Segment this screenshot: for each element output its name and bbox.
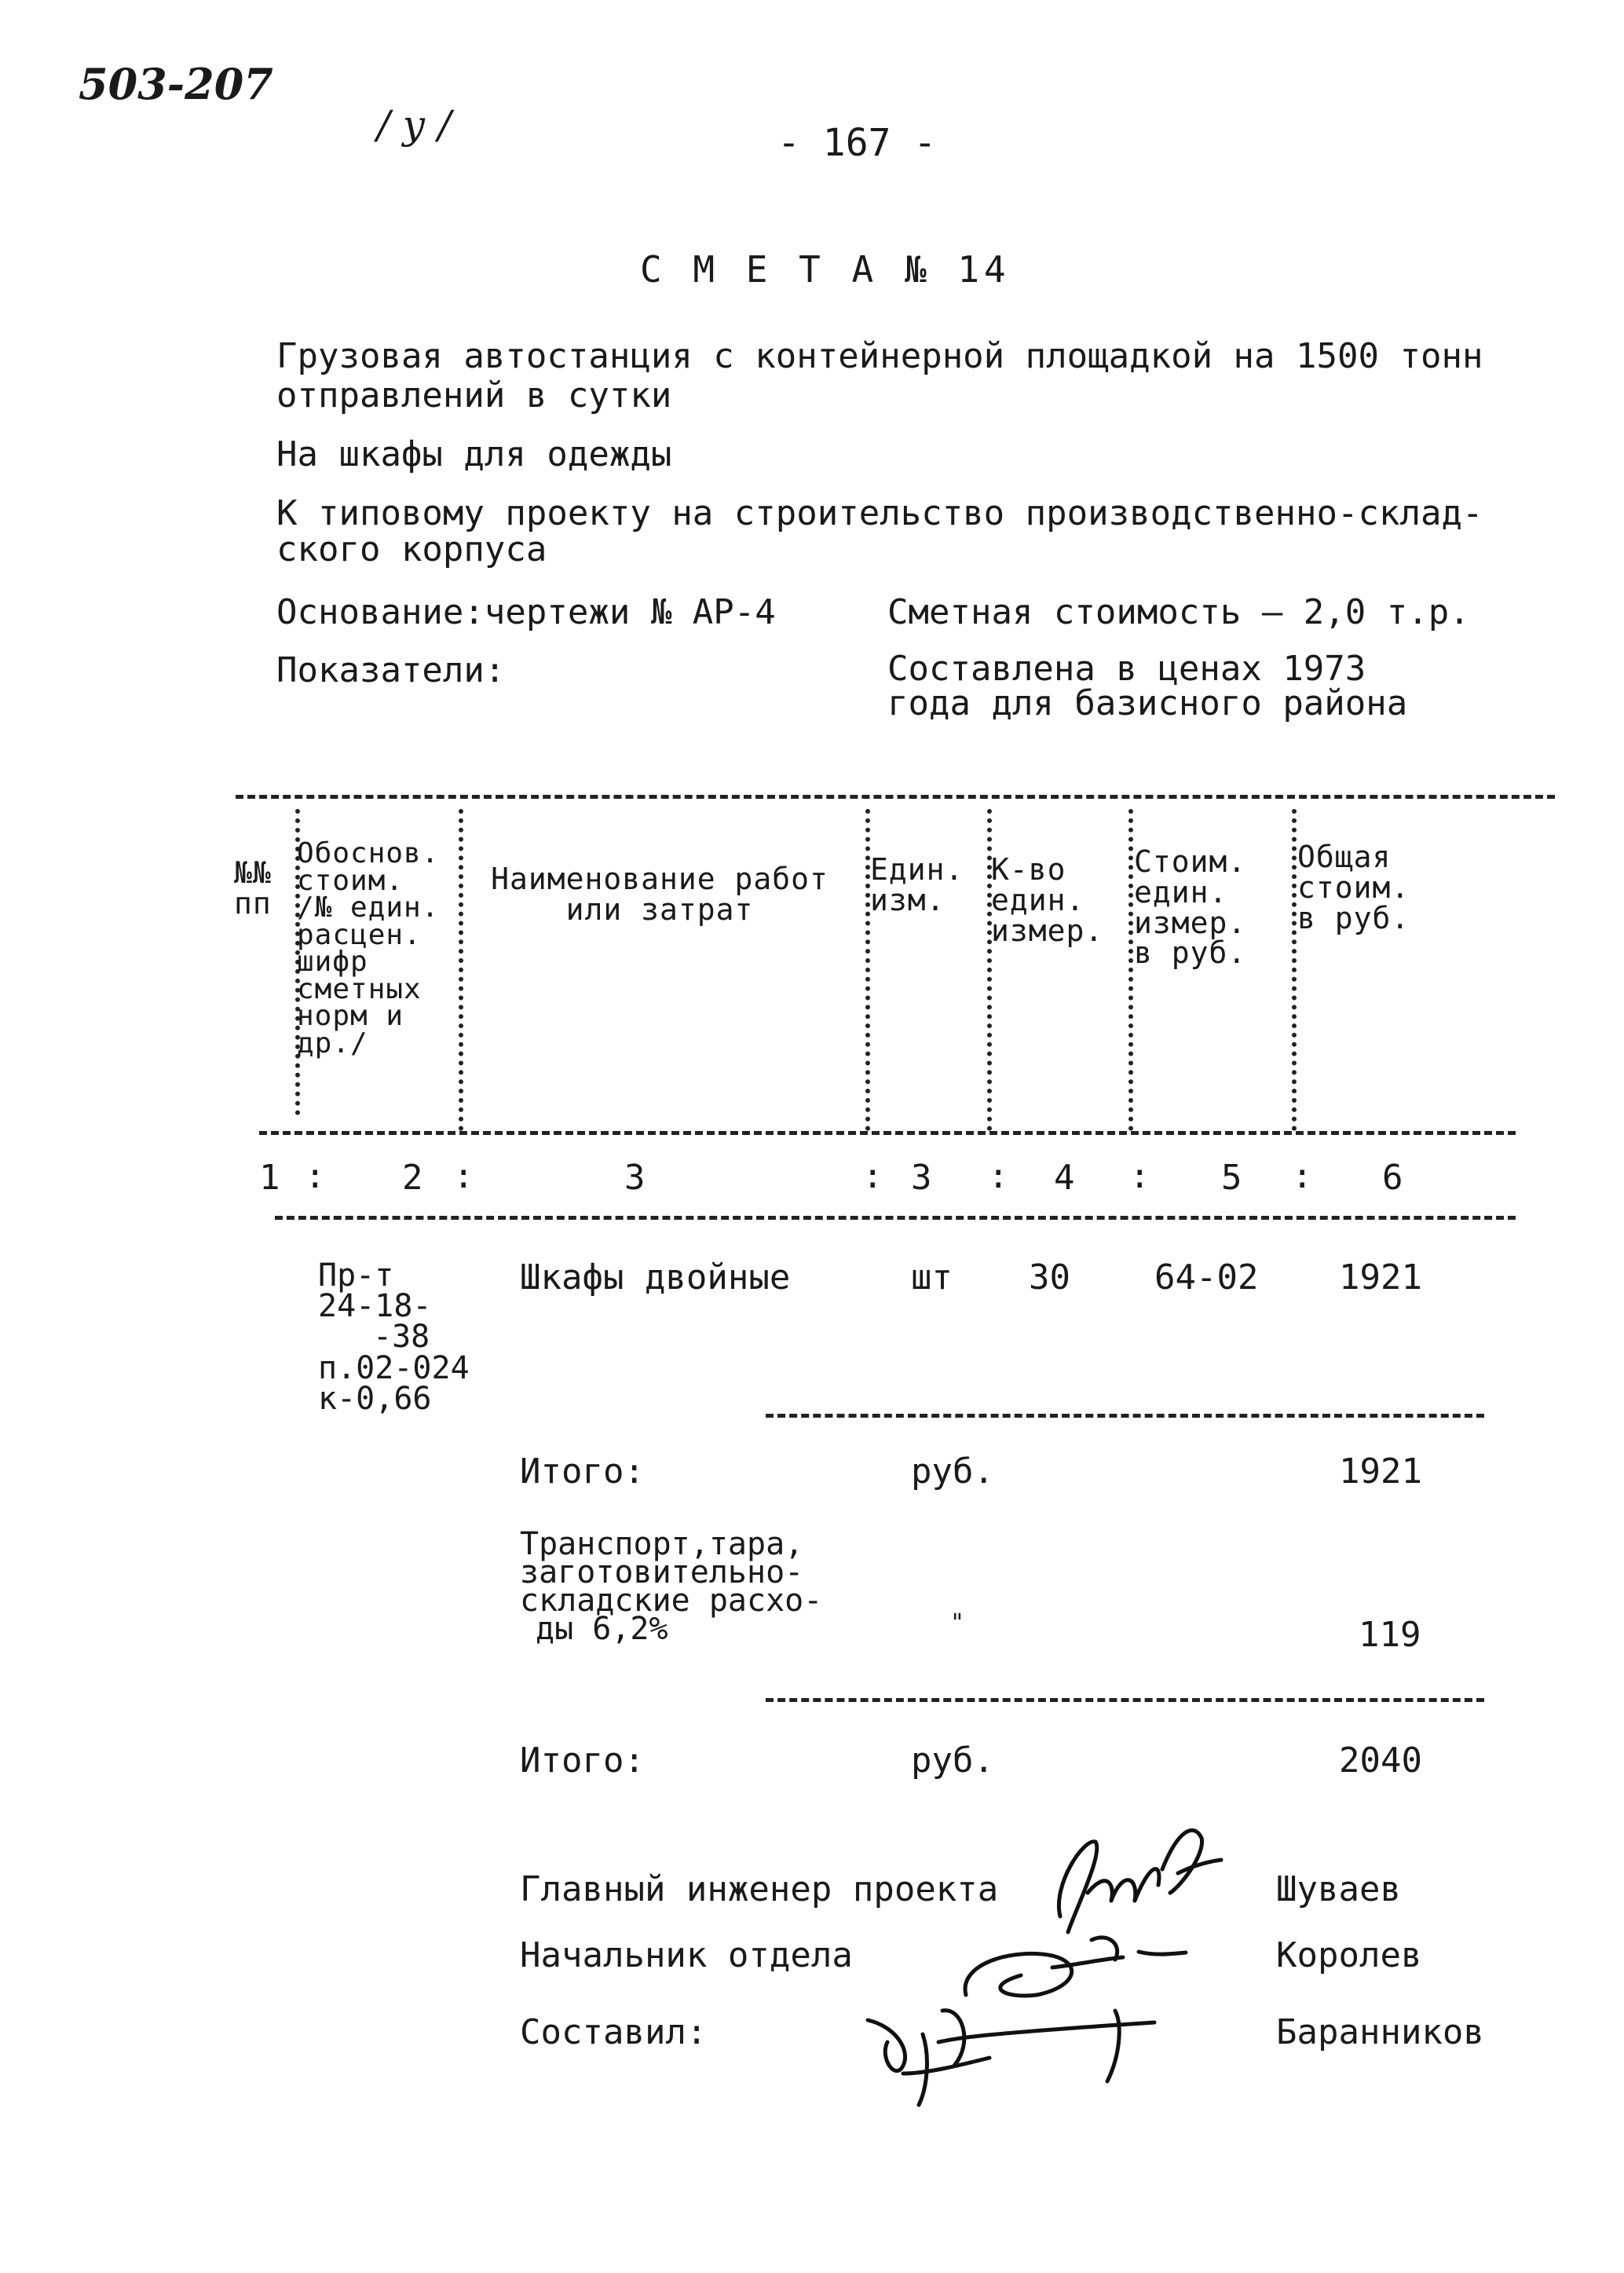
signature-role-2: Начальник отдела (520, 1935, 853, 1975)
row-price: 64-02 (1154, 1257, 1259, 1298)
row-basis: Пр-т 24-18- -38 п.02-024 к-0,66 (318, 1257, 470, 1417)
header-total: Общая стоим. в руб. (1297, 840, 1410, 935)
transport-label: Транспорт,тара, заготовительно- складские расхо- ды 6,2% (520, 1526, 823, 1647)
column-number-6: 5 (1221, 1158, 1242, 1198)
header-num: №№ пп (234, 855, 272, 921)
column-divider-5 (1128, 809, 1133, 1131)
total-rule (766, 1698, 1484, 1702)
column-number-4: 3 (911, 1158, 932, 1198)
header-basis: Обоснов. стоим. /№ един. расцен. шифр сметных норм и др./ (297, 837, 440, 1060)
column-number-7: 6 (1382, 1158, 1403, 1198)
document-title: С М Е Т А № 14 (640, 248, 1011, 291)
column-divider-6 (1292, 809, 1297, 1131)
transport-unit: " (950, 1609, 965, 1637)
project-line-2: ского корпуса (276, 529, 547, 569)
row-name: Шкафы двойные (520, 1257, 791, 1298)
column-separator: : (305, 1156, 326, 1196)
subtotal1-label: Итого: (520, 1451, 645, 1492)
indicators-label: Показатели: (276, 650, 506, 690)
signature-name-1: Шуваев (1276, 1869, 1401, 1909)
transport-total: 119 (1359, 1615, 1421, 1655)
signature-role-1: Главный инженер проекта (520, 1869, 999, 1909)
header-qty: К-во един. измер. (991, 852, 1104, 948)
project-line-1: К типовому проекту на строительство производственно-склад- (276, 493, 1483, 533)
column-number-2: 2 (402, 1158, 423, 1198)
estimate-subject: На шкафы для одежды (276, 434, 672, 474)
signature-role-3: Составил: (520, 2012, 708, 2052)
header-price: Стоим. един. измер. в руб. (1134, 844, 1247, 971)
column-number-1: 1 (259, 1158, 280, 1198)
sheet-mark: / у / (377, 102, 452, 148)
column-number-3: 3 (624, 1158, 646, 1198)
row-total: 1921 (1339, 1257, 1422, 1298)
row-unit: шт (911, 1257, 953, 1298)
basis-text: Основание:чертежи № АР-4 (276, 592, 776, 632)
estimated-cost: Сметная стоимость – 2,0 т.р. (887, 592, 1470, 632)
column-separator: : (1292, 1156, 1313, 1196)
subtotal1-unit: руб. (911, 1451, 994, 1492)
column-number-5: 4 (1054, 1158, 1075, 1198)
column-separator: : (453, 1156, 474, 1196)
signature-name-2: Королев (1276, 1935, 1422, 1975)
page-number: - 167 - (777, 121, 937, 165)
subtotal2-total: 2040 (1339, 1740, 1422, 1781)
column-separator: : (988, 1156, 1009, 1196)
subtotal2-label: Итого: (520, 1740, 645, 1781)
table-top-rule (236, 795, 1555, 799)
corner-code: 503-207 (79, 59, 273, 109)
prices-line-1: Составлена в ценах 1973 (887, 649, 1366, 689)
header-unit: Един. изм. (870, 852, 964, 917)
header-bottom-rule (259, 1131, 1516, 1135)
object-line-1: Грузовая автостанция с контейнерной площадкой на 1500 тонн (276, 336, 1483, 376)
header-name: Наименование работ или затрат (491, 862, 828, 927)
column-separator: : (862, 1156, 883, 1196)
subtotal2-unit: руб. (911, 1740, 994, 1781)
row-qty: 30 (1029, 1257, 1070, 1298)
column-numbers-rule (275, 1216, 1516, 1220)
signature-name-3: Баранников (1276, 2012, 1484, 2052)
object-line-2: отправлений в сутки (276, 375, 672, 415)
column-divider-2 (459, 809, 463, 1131)
subtotal1-total: 1921 (1339, 1451, 1422, 1492)
column-separator: : (1129, 1156, 1150, 1196)
subtotal-rule (766, 1414, 1484, 1418)
prices-line-2: года для базисного района (887, 683, 1408, 723)
